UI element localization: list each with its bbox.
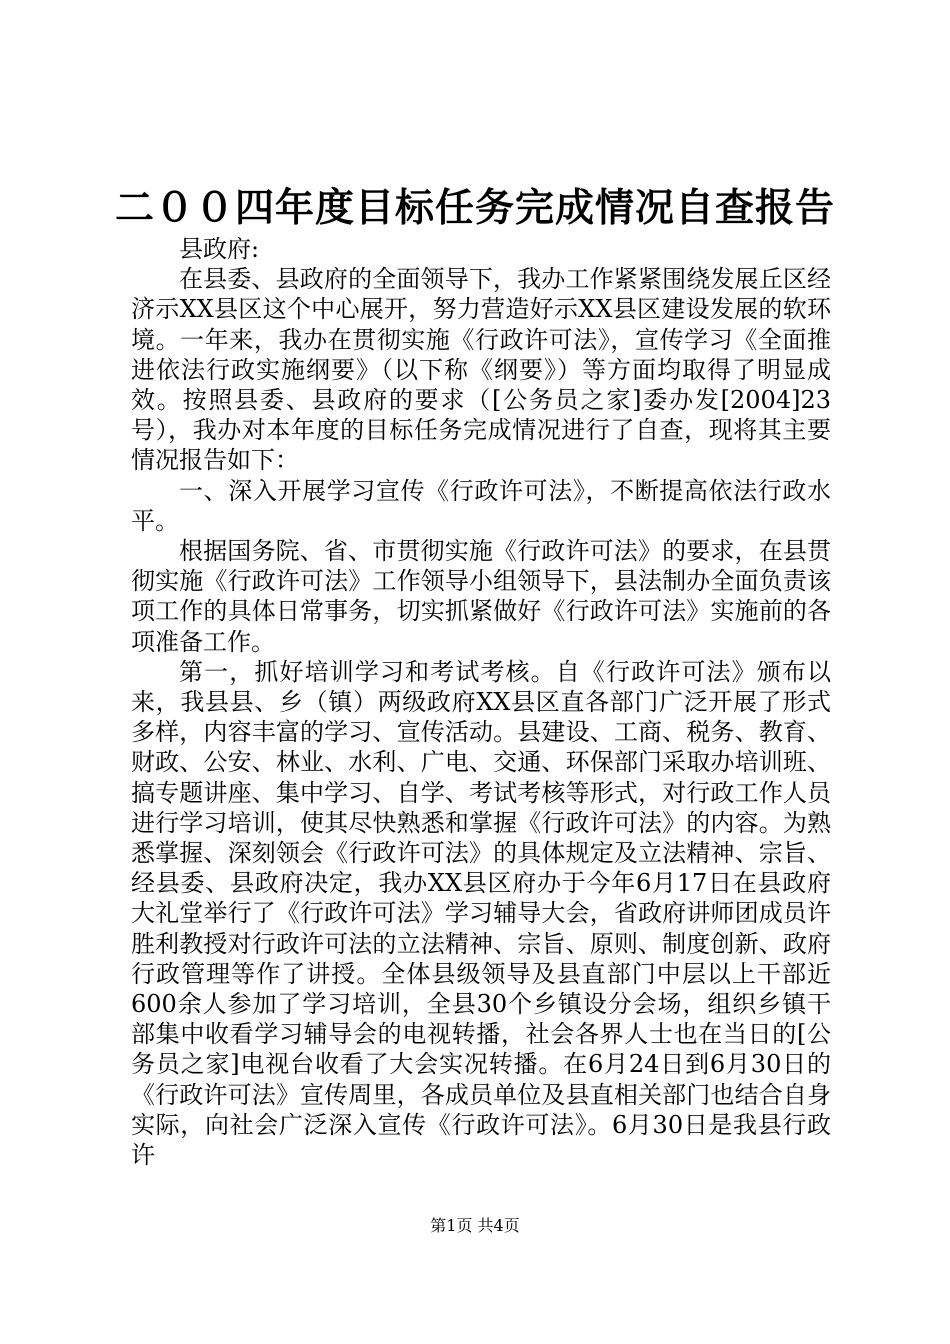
paragraph: 在县委、县政府的全面领导下，我办工作紧紧围绕发展丘区经济示XX县区这个中心展开，努力营造好示XX县区建设发展的软环境。一年来，我办在贯彻实施《行政许可法》，宣传学习《全面推进依法行政实施纲要》（以下称《纲要》）等方面均取得了明显成效。按照县委、县政府的要求（[公务员之家]委办发[2004]23号），我办对本年度的目标任务完成情况进行了自查，现将其主要情况报告如下： [131, 265, 831, 475]
paragraph: 第一，抓好培训学习和考试考核。自《行政许可法》颁布以来，我县县、乡（镇）两级政府XX县区直各部门广泛开展了形式多样，内容丰富的学习、宣传活动。县建设、工商、税务、教育、财政、公安、林业、水利、广电、交通、环保部门采取办培训班、搞专题讲座、集中学习、自学、考试考核等形式，对行政工作人员进行学习培训，使其尽快熟悉和掌握《行政许可法》的内容。为熟悉掌握、深刻领会《行政许可法》的具体规定及立法精神、宗旨、经县委、县政府决定，我办XX县区府办于今年6月17日在县政府大礼堂举行了《行政许可法》学习辅导大会，省政府讲师团成员许胜利教授对行政许可法的立法精神、宗旨、原则、制度创新、政府行政管理等作了讲授。全体县级领导及县直部门中层以上干部近600余人参加了学习培训，全县30个乡镇设分会场，组织乡镇干部集中收看学习辅导会的电视转播，社会各界人士也在当日的[公务员之家]电视台收看了大会实况转播。在6月24日到6月30日的《行政许可法》宣传周里，各成员单位及县直相关部门也结合自身实际，向社会广泛深入宣传《行政许可法》。6月30日是我县行政许 [131, 657, 831, 1170]
salutation: 县政府: [179, 235, 260, 263]
page-number: 第1页 共4页 [430, 1216, 520, 1235]
document-body [131, 234, 831, 1170]
paragraph: 根据国务院、省、市贯彻实施《行政许可法》的要求，在县贯彻实施《行政许可法》工作领导小组领导下，县法制办全面负责该项工作的具体日常事务，切实抓紧做好《行政许可法》实施前的各项准备工作。 [131, 537, 831, 656]
document-title: 二００四年度目标任务完成情况自查报告 [114, 185, 835, 231]
section-heading: 一、深入开展学习宣传《行政许可法》，不断提高依法行政水平。 [131, 476, 831, 535]
